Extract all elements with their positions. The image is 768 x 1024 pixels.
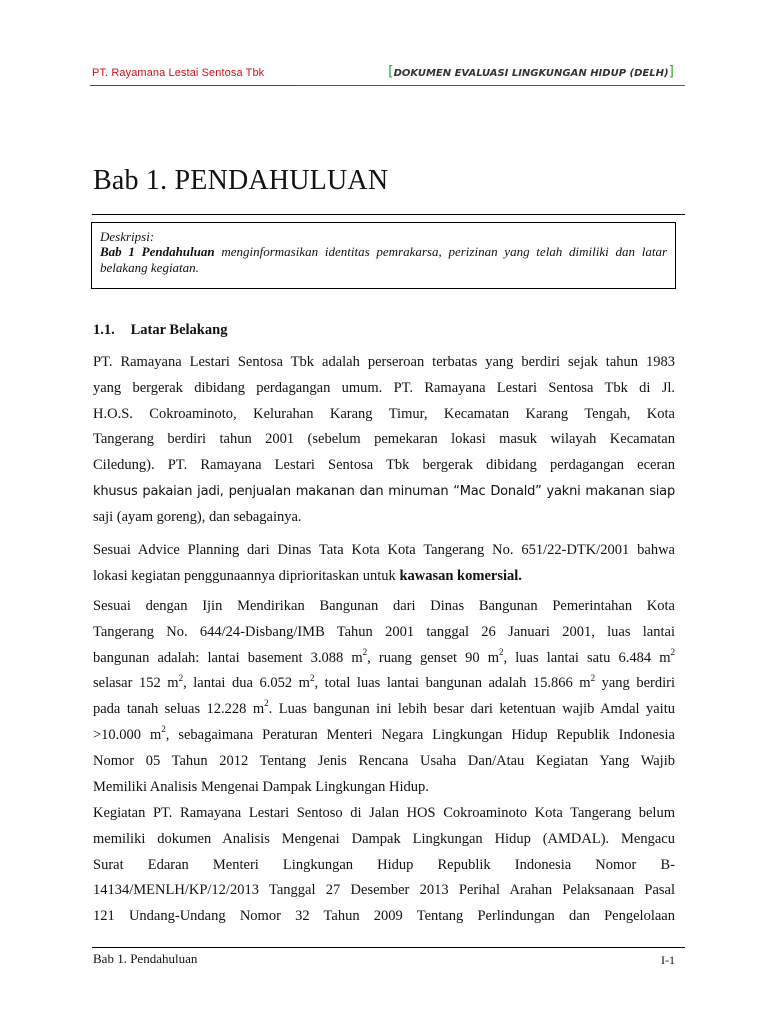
paragraph-line — [93, 697, 675, 723]
paragraph-text: . Luas bangunan ini lebih besar dari ketentuan wajib Amdal yaitu — [268, 701, 675, 718]
paragraph-line: Memiliki Analisis Mengenai Dampak Lingkungan Hidup. — [93, 778, 429, 795]
superscript: 2 — [670, 646, 676, 657]
paragraph-2 — [93, 538, 675, 590]
paragraph-line — [93, 671, 675, 697]
paragraph-line: saji (ayam goreng), dan sebagainya. — [93, 508, 302, 525]
paragraph-line: 121 Undang-Undang Nomor 32 Tahun 2009 Tentang Perlindungan dan Pengelolaan — [93, 908, 675, 925]
description-body: menginformasikan identitas pemrakarsa, perizinan yang telah dimiliki dan latar belakang kegiatan. — [100, 244, 667, 275]
bold-term: kawasan komersial. — [399, 567, 522, 584]
superscript: 2 — [499, 646, 504, 657]
paragraph-line: Kegiatan PT. Ramayana Lestari Sentoso di Jalan HOS Cokroaminoto Kota Tangerang belum — [93, 805, 675, 821]
paragraph-text: selasar 152 m — [93, 675, 179, 692]
header-rule-red — [90, 85, 296, 86]
paragraph-line — [93, 723, 675, 749]
superscript: 2 — [362, 646, 368, 657]
header-company: PT. Rayamana Lestai Sentosa Tbk — [92, 67, 265, 79]
section-heading — [93, 322, 227, 339]
section-title: Latar Belakang — [130, 322, 228, 338]
paragraph-text: , sebagaimana Peraturan Menteri Negara Lingkungan Hidup Republik Indonesia — [165, 726, 675, 743]
paragraph-line: Ciledung). PT. Ramayana Lestari Sentosa Tbk bergerak dibidang perdagangan eceran — [93, 457, 675, 474]
paragraph-line: 14134/MENLH/KP/12/2013 Tanggal 27 Desember 2013 Perihal Arahan Pelaksanaan Pasal — [93, 882, 675, 899]
footer-chapter: Bab 1. Pendahuluan — [93, 951, 198, 966]
superscript: 2 — [264, 698, 269, 709]
paragraph-line: Tangerang berdiri tahun 2001 (sebelum pemekaran lokasi masuk wilayah Kecamatan — [93, 431, 675, 448]
paragraph-text: >10.000 m — [93, 726, 162, 743]
paragraph-line: Sesuai dengan Ijin Mendirikan Bangunan dari Dinas Bangunan Pemerintahan Kota — [93, 598, 675, 614]
page-number: I-1 — [661, 953, 675, 967]
paragraph-line — [93, 646, 675, 672]
paragraph-text: , ruang genset 90 m — [367, 649, 500, 666]
bracket-open: [ — [388, 64, 394, 80]
section-number: 1.1. — [93, 322, 115, 338]
footer-rule — [92, 947, 685, 948]
paragraph-text: yang berdiri — [595, 675, 676, 692]
header-doc-title — [388, 64, 674, 80]
paragraph-line: PT. Ramayana Lestari Sentosa Tbk adalah perseroan terbatas yang berdiri sejak tahun 1983 — [93, 354, 675, 370]
chapter-title: Bab 1. PENDAHULUAN — [93, 165, 389, 196]
paragraph-line: yang bergerak dibidang perdagangan umum. PT. Ramayana Lestari Sentosa Tbk di Jl. — [93, 379, 675, 396]
paragraph-1 — [93, 350, 675, 531]
paragraph-line: Sesuai Advice Planning dari Dinas Tata Kota Kota Tangerang No. 651/22-DTK/2001 bahwa — [93, 542, 675, 558]
paragraph-line: Tangerang No. 644/24-Disbang/IMB Tahun 2001 tanggal 26 Januari 2001, luas lantai — [93, 623, 675, 640]
paragraph-line — [93, 564, 675, 590]
title-rule — [92, 214, 685, 215]
paragraph-line: Nomor 05 Tahun 2012 Tentang Jenis Rencana Usaha Dan/Atau Kegiatan Yang Wajib — [93, 752, 675, 769]
description-label: Deskripsi: — [100, 229, 155, 244]
paragraph-text: , total luas lantai bangunan adalah 15.866 m — [314, 675, 591, 692]
superscript: 2 — [178, 672, 184, 683]
paragraph-4 — [93, 801, 675, 930]
paragraph-text: bangunan adalah: lantai basement 3.088 m — [93, 649, 363, 666]
superscript: 2 — [161, 724, 166, 735]
paragraph-3 — [93, 594, 675, 800]
paragraph-line: memiliki dokumen Analisis Mengenai Dampak Lingkungan Hidup (AMDAL). Mengacu — [93, 830, 675, 847]
description-box — [91, 222, 676, 289]
paragraph-line: Surat Edaran Menteri Lingkungan Hidup Republik Indonesia Nomor B- — [93, 856, 675, 873]
superscript: 2 — [590, 672, 596, 683]
paragraph-text: , luas lantai satu 6.484 m — [503, 649, 671, 666]
description-bold: Bab 1 Pendahuluan — [100, 244, 215, 259]
paragraph-line: khusus pakaian jadi, penjualan makanan dan minuman “Mac Donald” yakni makanan siap — [93, 483, 675, 499]
paragraph-text: pada tanah seluas 12.228 m — [93, 701, 265, 718]
superscript: 2 — [309, 672, 315, 683]
paragraph-text: lokasi kegiatan penggunaannya diprioritaskan untuk — [93, 567, 400, 584]
header-rule — [296, 85, 685, 86]
paragraph-line: H.O.S. Cokroaminoto, Kelurahan Karang Timur, Kecamatan Karang Tengah, Kota — [93, 405, 675, 422]
paragraph-text: , lantai dua 6.052 m — [183, 675, 310, 692]
bracket-close: ] — [668, 64, 674, 80]
header-doc-title-text: DOKUMEN EVALUASI LINGKUNGAN HIDUP (DELH) — [393, 68, 669, 79]
description-text — [100, 244, 667, 276]
